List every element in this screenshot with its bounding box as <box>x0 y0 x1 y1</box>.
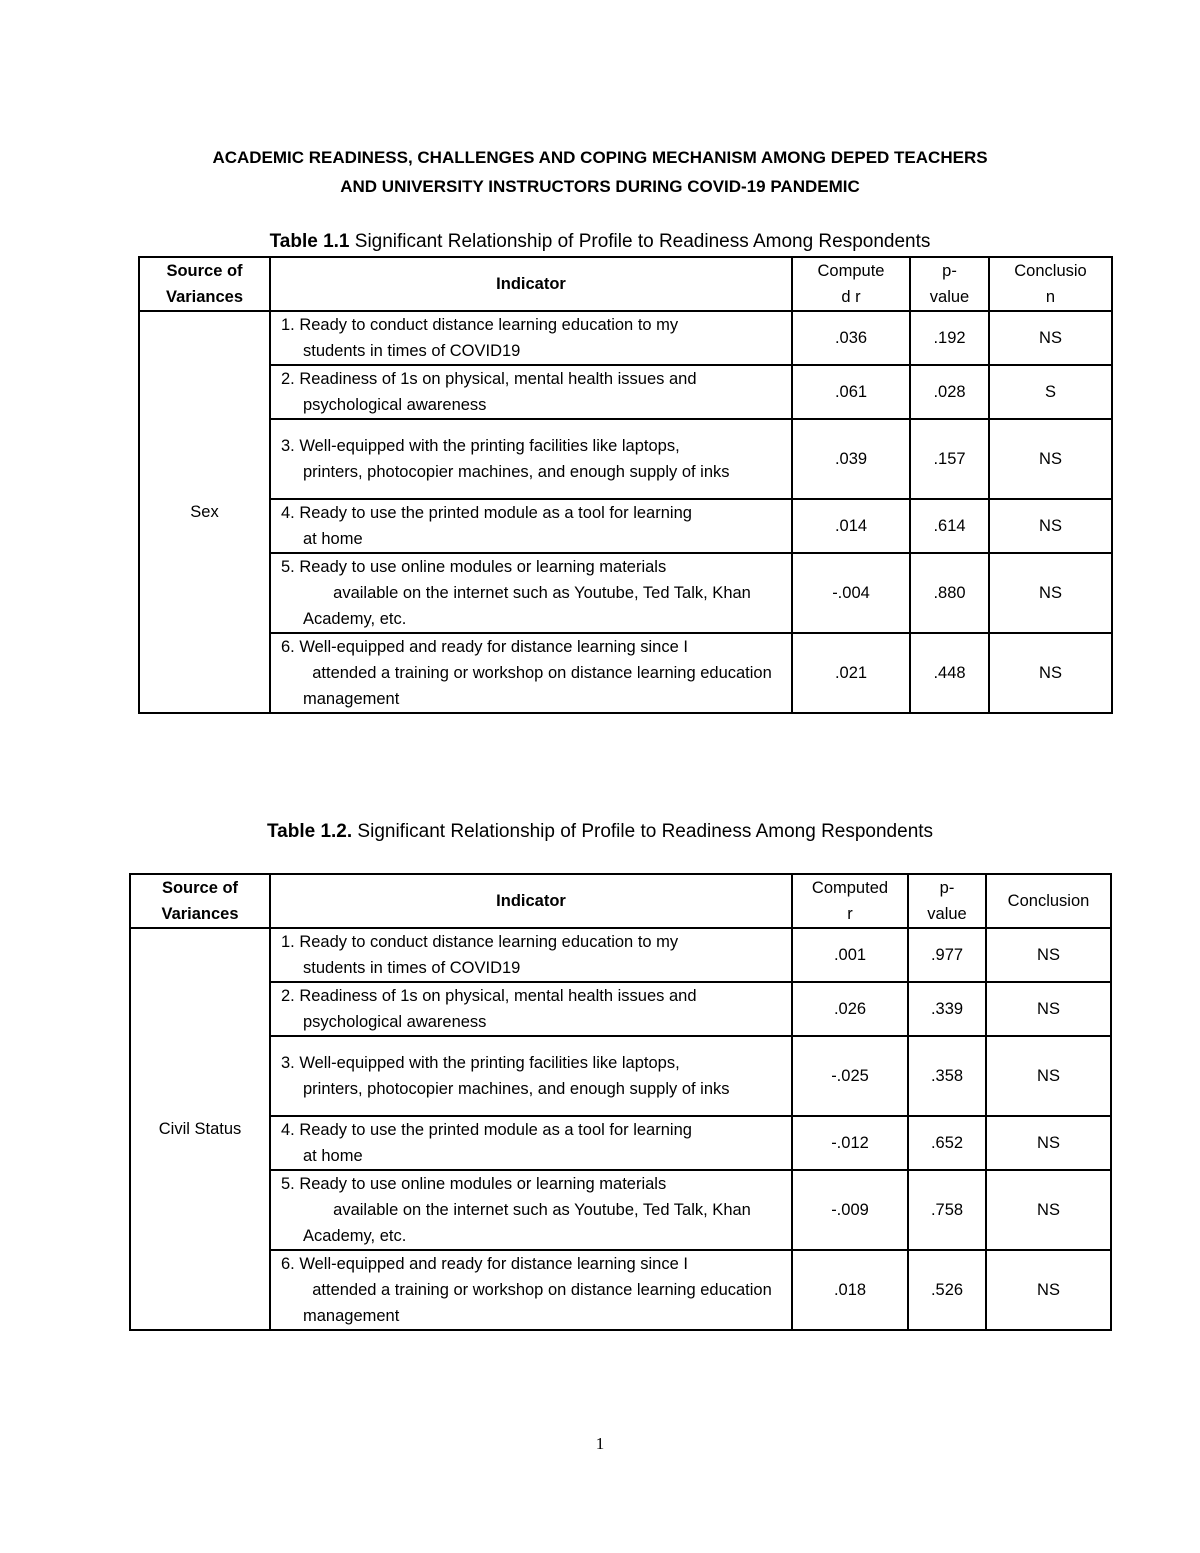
computed-r-cell: .039 <box>792 419 910 499</box>
table1-header-source: Source of Variances <box>139 257 270 311</box>
conclusion-cell: NS <box>986 982 1111 1036</box>
computed-r-cell: .018 <box>792 1250 908 1330</box>
table-row <box>139 499 1112 553</box>
conclusion-cell: S <box>989 365 1112 419</box>
table1-source-cell: Sex <box>139 311 270 713</box>
p-value-cell: .192 <box>910 311 989 365</box>
table1-caption-text: Significant Relationship of Profile to Readiness Among Respondents <box>349 231 931 252</box>
p-value-cell: .614 <box>910 499 989 553</box>
table1-caption <box>0 230 1200 254</box>
computed-r-cell: .001 <box>792 928 908 982</box>
p-value-cell: .028 <box>910 365 989 419</box>
conclusion-cell: NS <box>989 499 1112 553</box>
computed-r-cell: -.004 <box>792 553 910 633</box>
indicator-cell: 1. Ready to conduct distance learning education to my students in times of COVID19 <box>270 928 792 982</box>
conclusion-cell: NS <box>986 1250 1111 1330</box>
indicator-cell: 5. Ready to use online modules or learning materials available on the internet such as Youtube, Ted Talk, Khan Academy, etc. <box>270 553 792 633</box>
page-number: 1 <box>595 1434 605 1453</box>
table2-caption-label: Table 1.2. <box>266 821 353 842</box>
table2-header-row <box>130 874 1111 928</box>
computed-r-cell: -.009 <box>792 1170 908 1250</box>
table1-header-computed: Compute d r <box>792 257 910 311</box>
indicator-cell: 4. Ready to use the printed module as a tool for learning at home <box>270 499 792 553</box>
computed-r-cell: -.012 <box>792 1116 908 1170</box>
table2-caption-text: Significant Relationship of Profile to Readiness Among Respondents <box>352 821 934 842</box>
conclusion-cell: NS <box>989 311 1112 365</box>
p-value-cell: .880 <box>910 553 989 633</box>
table1-header-row <box>139 257 1112 311</box>
table2 <box>129 873 1112 1331</box>
indicator-cell: 3. Well-equipped with the printing facilities like laptops, printers, photocopier machines, and enough supply of inks <box>270 419 792 499</box>
table1 <box>138 256 1113 714</box>
conclusion-cell: NS <box>986 1116 1111 1170</box>
table-row <box>139 365 1112 419</box>
table2-source-cell: Civil Status <box>130 928 270 1330</box>
p-value-cell: .157 <box>910 419 989 499</box>
indicator-cell: 4. Ready to use the printed module as a tool for learning at home <box>270 1116 792 1170</box>
table1-header-pvalue: p- value <box>910 257 989 311</box>
computed-r-cell: -.025 <box>792 1036 908 1116</box>
table1-header-conclusion: Conclusio n <box>989 257 1112 311</box>
indicator-cell: 5. Ready to use online modules or learning materials available on the internet such as Youtube, Ted Talk, Khan Academy, etc. <box>270 1170 792 1250</box>
table-row <box>139 633 1112 713</box>
p-value-cell: .526 <box>908 1250 986 1330</box>
indicator-cell: 2. Readiness of 1s on physical, mental health issues and psychological awareness <box>270 982 792 1036</box>
conclusion-cell: NS <box>989 419 1112 499</box>
p-value-cell: .448 <box>910 633 989 713</box>
table-row <box>139 311 1112 365</box>
table1-caption-label: Table 1.1 <box>269 231 350 252</box>
table-row <box>130 1170 1111 1250</box>
table2-header-pvalue: p- value <box>908 874 986 928</box>
table-row <box>130 1250 1111 1330</box>
computed-r-cell: .014 <box>792 499 910 553</box>
conclusion-cell: NS <box>989 633 1112 713</box>
p-value-cell: .977 <box>908 928 986 982</box>
conclusion-cell: NS <box>986 928 1111 982</box>
indicator-cell: 6. Well-equipped and ready for distance learning since I attended a training or workshop on distance learning education management <box>270 1250 792 1330</box>
p-value-cell: .652 <box>908 1116 986 1170</box>
computed-r-cell: .026 <box>792 982 908 1036</box>
computed-r-cell: .061 <box>792 365 910 419</box>
table-row <box>139 553 1112 633</box>
indicator-cell: 6. Well-equipped and ready for distance learning since I attended a training or workshop on distance learning education management <box>270 633 792 713</box>
table2-header-indicator: Indicator <box>270 874 792 928</box>
indicator-cell: 3. Well-equipped with the printing facilities like laptops, printers, photocopier machines, and enough supply of inks <box>270 1036 792 1116</box>
p-value-cell: .339 <box>908 982 986 1036</box>
conclusion-cell: NS <box>986 1036 1111 1116</box>
document-title-line-2: AND UNIVERSITY INSTRUCTORS DURING COVID-19 PANDEMIC <box>340 177 860 196</box>
computed-r-cell: .021 <box>792 633 910 713</box>
document-title-line-1: ACADEMIC READINESS, CHALLENGES AND COPING MECHANISM AMONG DEPED TEACHERS <box>212 148 988 167</box>
table-row <box>130 982 1111 1036</box>
table-row <box>130 1036 1111 1116</box>
table-row <box>139 419 1112 499</box>
table2-header-conclusion: Conclusion <box>986 874 1111 928</box>
indicator-cell: 2. Readiness of 1s on physical, mental health issues and psychological awareness <box>270 365 792 419</box>
computed-r-cell: .036 <box>792 311 910 365</box>
table2-caption <box>0 820 1200 844</box>
table2-header-computed: Computed r <box>792 874 908 928</box>
indicator-cell: 1. Ready to conduct distance learning education to my students in times of COVID19 <box>270 311 792 365</box>
conclusion-cell: NS <box>986 1170 1111 1250</box>
table-row <box>130 1116 1111 1170</box>
p-value-cell: .358 <box>908 1036 986 1116</box>
table1-header-indicator: Indicator <box>270 257 792 311</box>
p-value-cell: .758 <box>908 1170 986 1250</box>
table2-header-source: Source of Variances <box>130 874 270 928</box>
conclusion-cell: NS <box>989 553 1112 633</box>
table-row <box>130 928 1111 982</box>
